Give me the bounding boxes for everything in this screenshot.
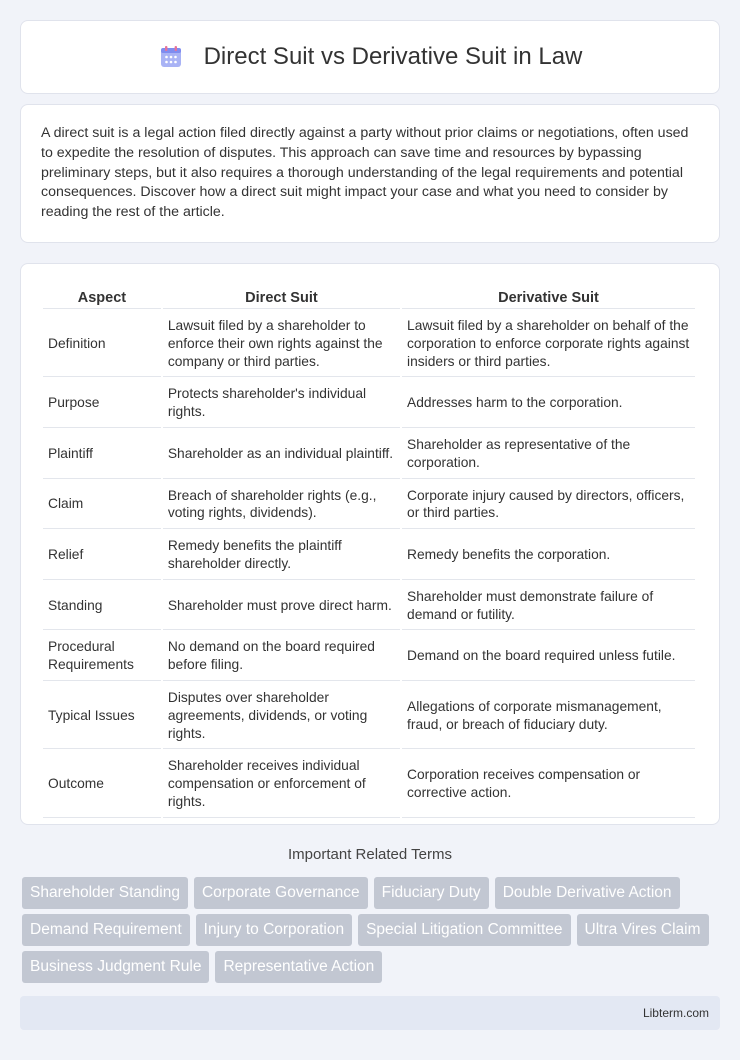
table-cell-direct: Protects shareholder's individual rights. (163, 379, 400, 428)
table-row (43, 379, 695, 428)
related-term-tag[interactable]: Demand Requirement (22, 914, 190, 946)
table-cell-derivative: Corporation receives compensation or corrective action. (402, 751, 695, 817)
related-term-tag[interactable]: Double Derivative Action (495, 877, 680, 909)
page-title: Direct Suit vs Derivative Suit in Law (203, 43, 583, 70)
table-cell-direct: Remedy benefits the plaintiff shareholder directly. (163, 531, 400, 580)
related-term-tag[interactable]: Representative Action (215, 951, 382, 983)
related-term-tag[interactable]: Special Litigation Committee (358, 914, 570, 946)
table-cell-aspect: Standing (43, 582, 161, 631)
table-cell-derivative: Remedy benefits the corporation. (402, 531, 695, 580)
related-terms-title: Important Related Terms (288, 846, 452, 863)
comparison-table (41, 282, 697, 820)
comparison-card (20, 263, 720, 825)
table-row (43, 683, 695, 749)
table-cell-direct: Shareholder as an individual plaintiff. (163, 430, 400, 479)
related-terms-list (22, 877, 722, 983)
calendar-icon (158, 44, 184, 70)
table-cell-aspect: Relief (43, 531, 161, 580)
table-cell-aspect: Claim (43, 481, 161, 530)
column-header: Aspect (43, 284, 161, 309)
table-cell-direct: Shareholder receives individual compensation or enforcement of rights. (163, 751, 400, 817)
related-term-tag[interactable]: Fiduciary Duty (374, 877, 489, 909)
table-cell-derivative: Shareholder as representative of the corporation. (402, 430, 695, 479)
table-cell-aspect: Purpose (43, 379, 161, 428)
table-row (43, 311, 695, 377)
table-cell-aspect: Typical Issues (43, 683, 161, 749)
table-cell-direct: No demand on the board required before filing. (163, 632, 400, 681)
footer-site-link[interactable]: Libterm.com (642, 1006, 709, 1020)
table-row (43, 481, 695, 530)
table-cell-direct: Breach of shareholder rights (e.g., voting rights, dividends). (163, 481, 400, 530)
related-term-tag[interactable]: Ultra Vires Claim (577, 914, 709, 946)
table-cell-aspect: Plaintiff (43, 430, 161, 479)
related-term-tag[interactable]: Business Judgment Rule (22, 951, 209, 983)
table-row (43, 751, 695, 817)
column-header: Derivative Suit (402, 284, 695, 309)
table-cell-aspect: Procedural Requirements (43, 632, 161, 681)
related-term-tag[interactable]: Injury to Corporation (196, 914, 352, 946)
table-row (43, 632, 695, 681)
table-header-row (43, 284, 695, 309)
table-cell-derivative: Allegations of corporate mismanagement, fraud, or breach of fiduciary duty. (402, 683, 695, 749)
table-cell-derivative: Corporate injury caused by directors, officers, or third parties. (402, 481, 695, 530)
table-cell-direct: Disputes over shareholder agreements, dividends, or voting rights. (163, 683, 400, 749)
table-row (43, 531, 695, 580)
related-term-tag[interactable]: Corporate Governance (194, 877, 368, 909)
table-cell-derivative: Addresses harm to the corporation. (402, 379, 695, 428)
table-cell-direct: Shareholder must prove direct harm. (163, 582, 400, 631)
table-cell-aspect: Outcome (43, 751, 161, 817)
table-cell-aspect: Definition (43, 311, 161, 377)
table-row (43, 582, 695, 631)
table-cell-derivative: Shareholder must demonstrate failure of demand or futility. (402, 582, 695, 631)
intro-card (20, 104, 720, 243)
table-row (43, 430, 695, 479)
intro-paragraph: A direct suit is a legal action filed directly against a party without prior claims or negotiations, often used to expedite the resolution of disputes. This approach can save time and resources by bypassing preliminary steps, but it also requires a thorough understanding of the legal requirements and potential consequences. Discover how a direct suit might impact your case and what you need to consider by reading the rest of the article. (41, 125, 689, 221)
title-card (20, 20, 720, 94)
table-cell-derivative: Demand on the board required unless futile. (402, 632, 695, 681)
table-cell-direct: Lawsuit filed by a shareholder to enforce their own rights against the company or third parties. (163, 311, 400, 377)
column-header: Direct Suit (163, 284, 400, 309)
related-term-tag[interactable]: Shareholder Standing (22, 877, 188, 909)
footer-bar (20, 996, 720, 1030)
table-cell-derivative: Lawsuit filed by a shareholder on behalf of the corporation to enforce corporate rights against insiders or third parties. (402, 311, 695, 377)
